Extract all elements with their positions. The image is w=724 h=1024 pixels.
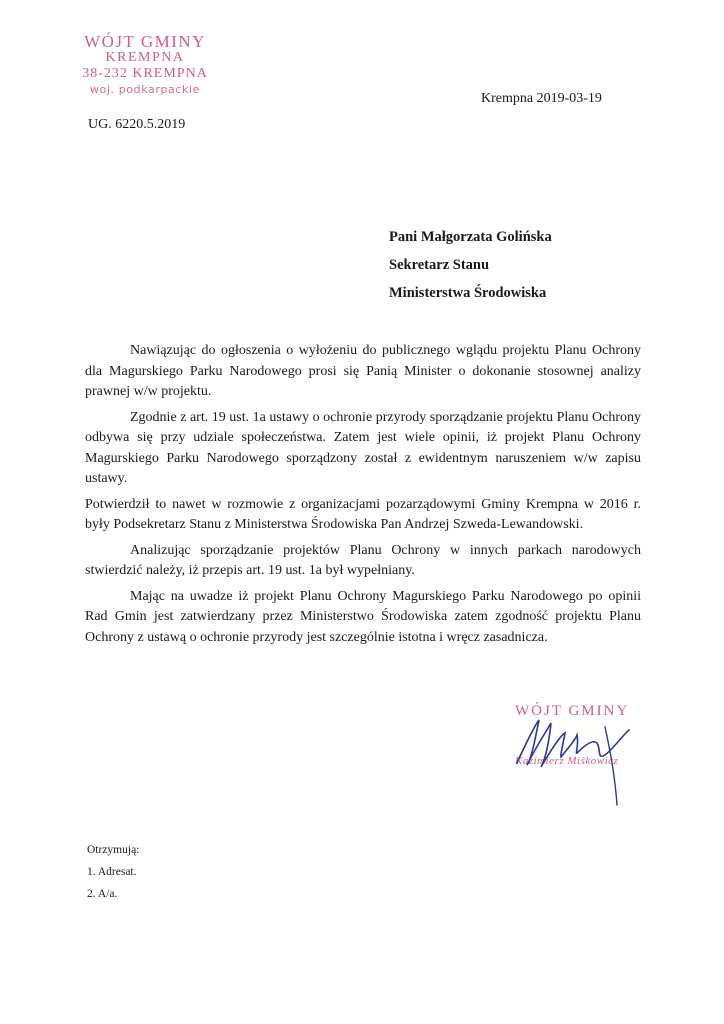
addressee-ministry: Ministerstwa Środowiska (389, 285, 547, 301)
recipient-item: 2. A/a. (87, 888, 118, 900)
stamp-line-office: WÓJT GMINY (84, 32, 206, 51)
recipients-heading: Otrzymują: (87, 844, 140, 856)
reference-number: UG. 6220.5.2019 (88, 117, 186, 132)
stamp-line-voivodeship: woj. podkarpackie (89, 83, 201, 96)
stamp-line-municipality: KREMPNA (105, 50, 185, 65)
letter-date: Krempna 2019-03-19 (481, 91, 602, 106)
body-paragraph-3: Potwierdził to nawet w rozmowie z organizacjami pozarządowymi Gminy Krempna w 2016 r. były Podsekretarz Stanu z Ministerstwa Środowiska Pan Andrzej Szweda-Lewandowski. (85, 496, 641, 532)
signature-stamp-name: Kazimierz Miśkowicz (515, 755, 619, 767)
body-paragraph-2: Zgodnie z art. 19 ust. 1a ustawy o ochronie przyrody sporządzanie projektu Planu Ochrony odbywa się przy udziale społeczeństwa. Zatem jest wiele opinii, iż projekt Planu Ochrony Magurskiego Parku Narodowego sporządzony został z ewidentnym naruszeniem w/w zapisu ustawy. (85, 409, 641, 486)
handwritten-signature (505, 705, 655, 815)
recipients-block (87, 839, 139, 905)
body-paragraph-4: Analizując sporządzanie projektów Planu Ochrony w innych parkach narodowych stwierdzić należy, iż przepis art. 19 ust. 1a był wypełniany. (85, 542, 641, 578)
addressee-name: Pani Małgorzata Golińska (389, 229, 552, 245)
official-stamp (50, 33, 240, 95)
recipient-item: 1. Adresat. (87, 866, 137, 878)
letter-body (85, 341, 641, 653)
signature-stamp-title: WÓJT GMINY (515, 703, 630, 719)
body-paragraph-5: Mając na uwadze iż projekt Planu Ochrony Magurskiego Parku Narodowego po opinii Rad Gmin jest zatwierdzany przez Ministerstwo Środowiska zatem zgodność projektu Planu Ochrony z ustawą o ochronie przyrody jest szczególnie istotna i wręcz zasadnicza. (85, 588, 641, 645)
stamp-line-postal: 38-232 KREMPNA (82, 66, 208, 81)
addressee-title: Sekretarz Stanu (389, 257, 490, 273)
body-paragraph-1: Nawiązując do ogłoszenia o wyłożeniu do publicznego wglądu projektu Planu Ochrony dla Magurskiego Parku Narodowego prosi się Panią Minister o dokonanie stosownej analizy prawnej w/w projektu. (85, 343, 641, 399)
